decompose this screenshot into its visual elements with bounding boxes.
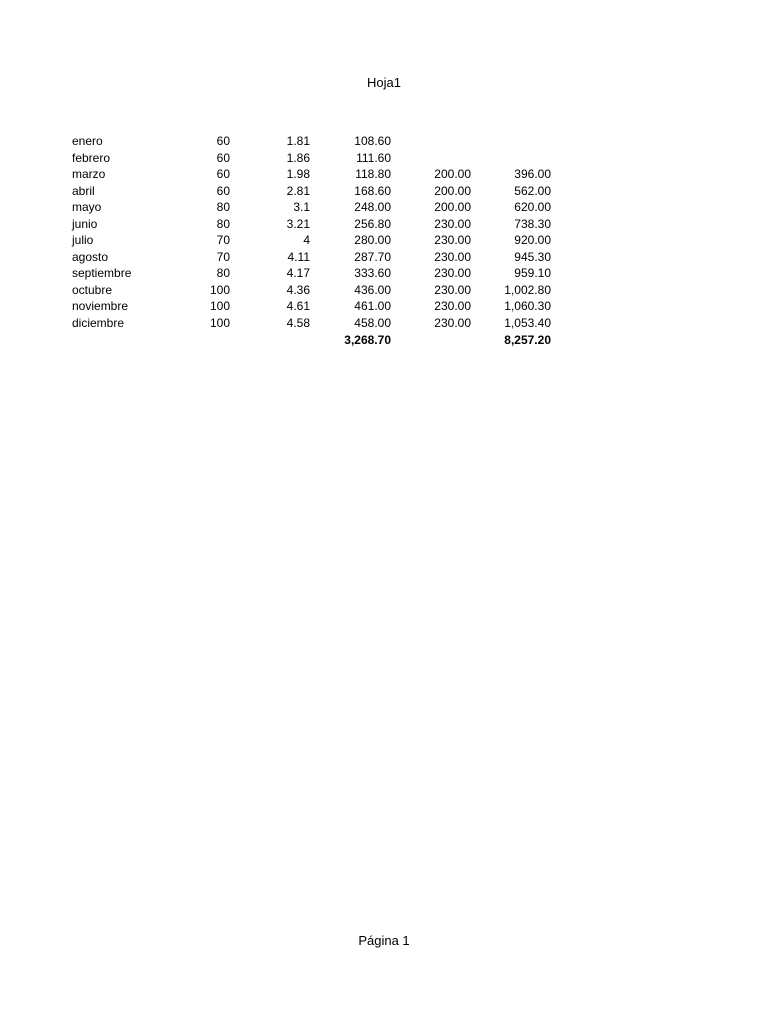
total-cell: 920.00 [514, 233, 551, 248]
table-row [72, 298, 552, 315]
table-row [72, 249, 552, 266]
month-cell: mayo [72, 200, 102, 215]
table-row [72, 150, 552, 167]
price-cell: 1.81 [286, 134, 310, 148]
totals-row [72, 332, 552, 349]
quantity-cell: 100 [209, 282, 230, 297]
price-cell: 4.36 [286, 282, 310, 297]
total-cell: 959.10 [514, 266, 551, 281]
subtotal-cell: 256.80 [354, 216, 391, 231]
quantity-cell: 60 [216, 183, 230, 198]
price-cell: 1.86 [286, 150, 310, 165]
quantity-cell: 60 [216, 134, 230, 148]
month-cell: marzo [72, 167, 106, 182]
quantity-cell: 60 [216, 150, 230, 165]
table-row [72, 232, 552, 249]
total-cell: 1,053.40 [504, 316, 551, 331]
sheet-name-header: Hoja1 [367, 75, 401, 90]
subtotal-sum-cell: 3,268.70 [344, 332, 391, 347]
fee-cell: 200.00 [434, 183, 471, 198]
quantity-cell: 70 [216, 233, 230, 248]
quantity-cell: 80 [216, 216, 230, 231]
month-cell: octubre [72, 282, 113, 297]
table-row [72, 199, 552, 216]
price-cell: 3.21 [286, 216, 310, 231]
fee-cell: 200.00 [434, 167, 471, 182]
subtotal-cell: 333.60 [354, 266, 391, 281]
subtotal-cell: 108.60 [354, 134, 391, 148]
table-row [72, 133, 552, 150]
subtotal-cell: 111.60 [356, 150, 391, 165]
month-cell: agosto [72, 249, 109, 264]
quantity-cell: 80 [216, 200, 230, 215]
fee-cell: 230.00 [434, 216, 471, 231]
price-cell: 4.17 [286, 266, 310, 281]
quantity-cell: 80 [216, 266, 230, 281]
fee-cell: 230.00 [434, 299, 471, 314]
fee-cell: 230.00 [434, 233, 471, 248]
month-cell: febrero [72, 150, 111, 165]
month-cell: abril [72, 183, 95, 198]
subtotal-cell: 287.70 [354, 249, 391, 264]
table-row [72, 166, 552, 183]
quantity-cell: 100 [209, 299, 230, 314]
table-row [72, 315, 552, 332]
month-cell: diciembre [72, 316, 125, 331]
subtotal-cell: 461.00 [354, 299, 391, 314]
total-cell: 945.30 [514, 249, 551, 264]
price-cell: 4.11 [287, 249, 310, 264]
price-cell: 4.61 [286, 299, 310, 314]
subtotal-cell: 458.00 [354, 316, 391, 331]
table-row [72, 216, 552, 233]
subtotal-cell: 118.80 [355, 167, 391, 182]
total-cell: 396.00 [514, 167, 551, 182]
price-cell: 4 [303, 233, 310, 248]
price-cell: 1.98 [286, 167, 310, 182]
total-cell: 1,002.80 [504, 282, 551, 297]
total-cell: 620.00 [514, 200, 551, 215]
subtotal-cell: 248.00 [354, 200, 391, 215]
table-row [72, 183, 552, 200]
fee-cell: 230.00 [434, 249, 471, 264]
subtotal-cell: 168.60 [354, 183, 391, 198]
grand-total-cell: 8,257.20 [504, 332, 551, 347]
quantity-cell: 100 [209, 316, 230, 331]
month-cell: septiembre [72, 266, 132, 281]
price-cell: 4.58 [286, 316, 310, 331]
month-cell: julio [72, 233, 94, 248]
subtotal-cell: 280.00 [354, 233, 391, 248]
month-cell: junio [72, 216, 98, 231]
quantity-cell: 70 [216, 249, 230, 264]
price-cell: 2.81 [286, 183, 310, 198]
table-row [72, 265, 552, 282]
fee-cell: 200.00 [434, 200, 471, 215]
subtotal-cell: 436.00 [354, 282, 391, 297]
month-cell: noviembre [72, 299, 129, 314]
total-cell: 738.30 [514, 216, 551, 231]
table-row [72, 282, 552, 299]
fee-cell: 230.00 [434, 316, 471, 331]
price-cell: 3.1 [293, 200, 310, 215]
fee-cell: 230.00 [434, 282, 471, 297]
total-cell: 562.00 [514, 183, 551, 198]
month-cell: enero [72, 134, 103, 148]
page-number-footer: Página 1 [358, 933, 410, 948]
fee-cell: 230.00 [434, 266, 471, 281]
total-cell: 1,060.30 [504, 299, 551, 314]
quantity-cell: 60 [216, 167, 230, 182]
spreadsheet-table [72, 133, 552, 348]
